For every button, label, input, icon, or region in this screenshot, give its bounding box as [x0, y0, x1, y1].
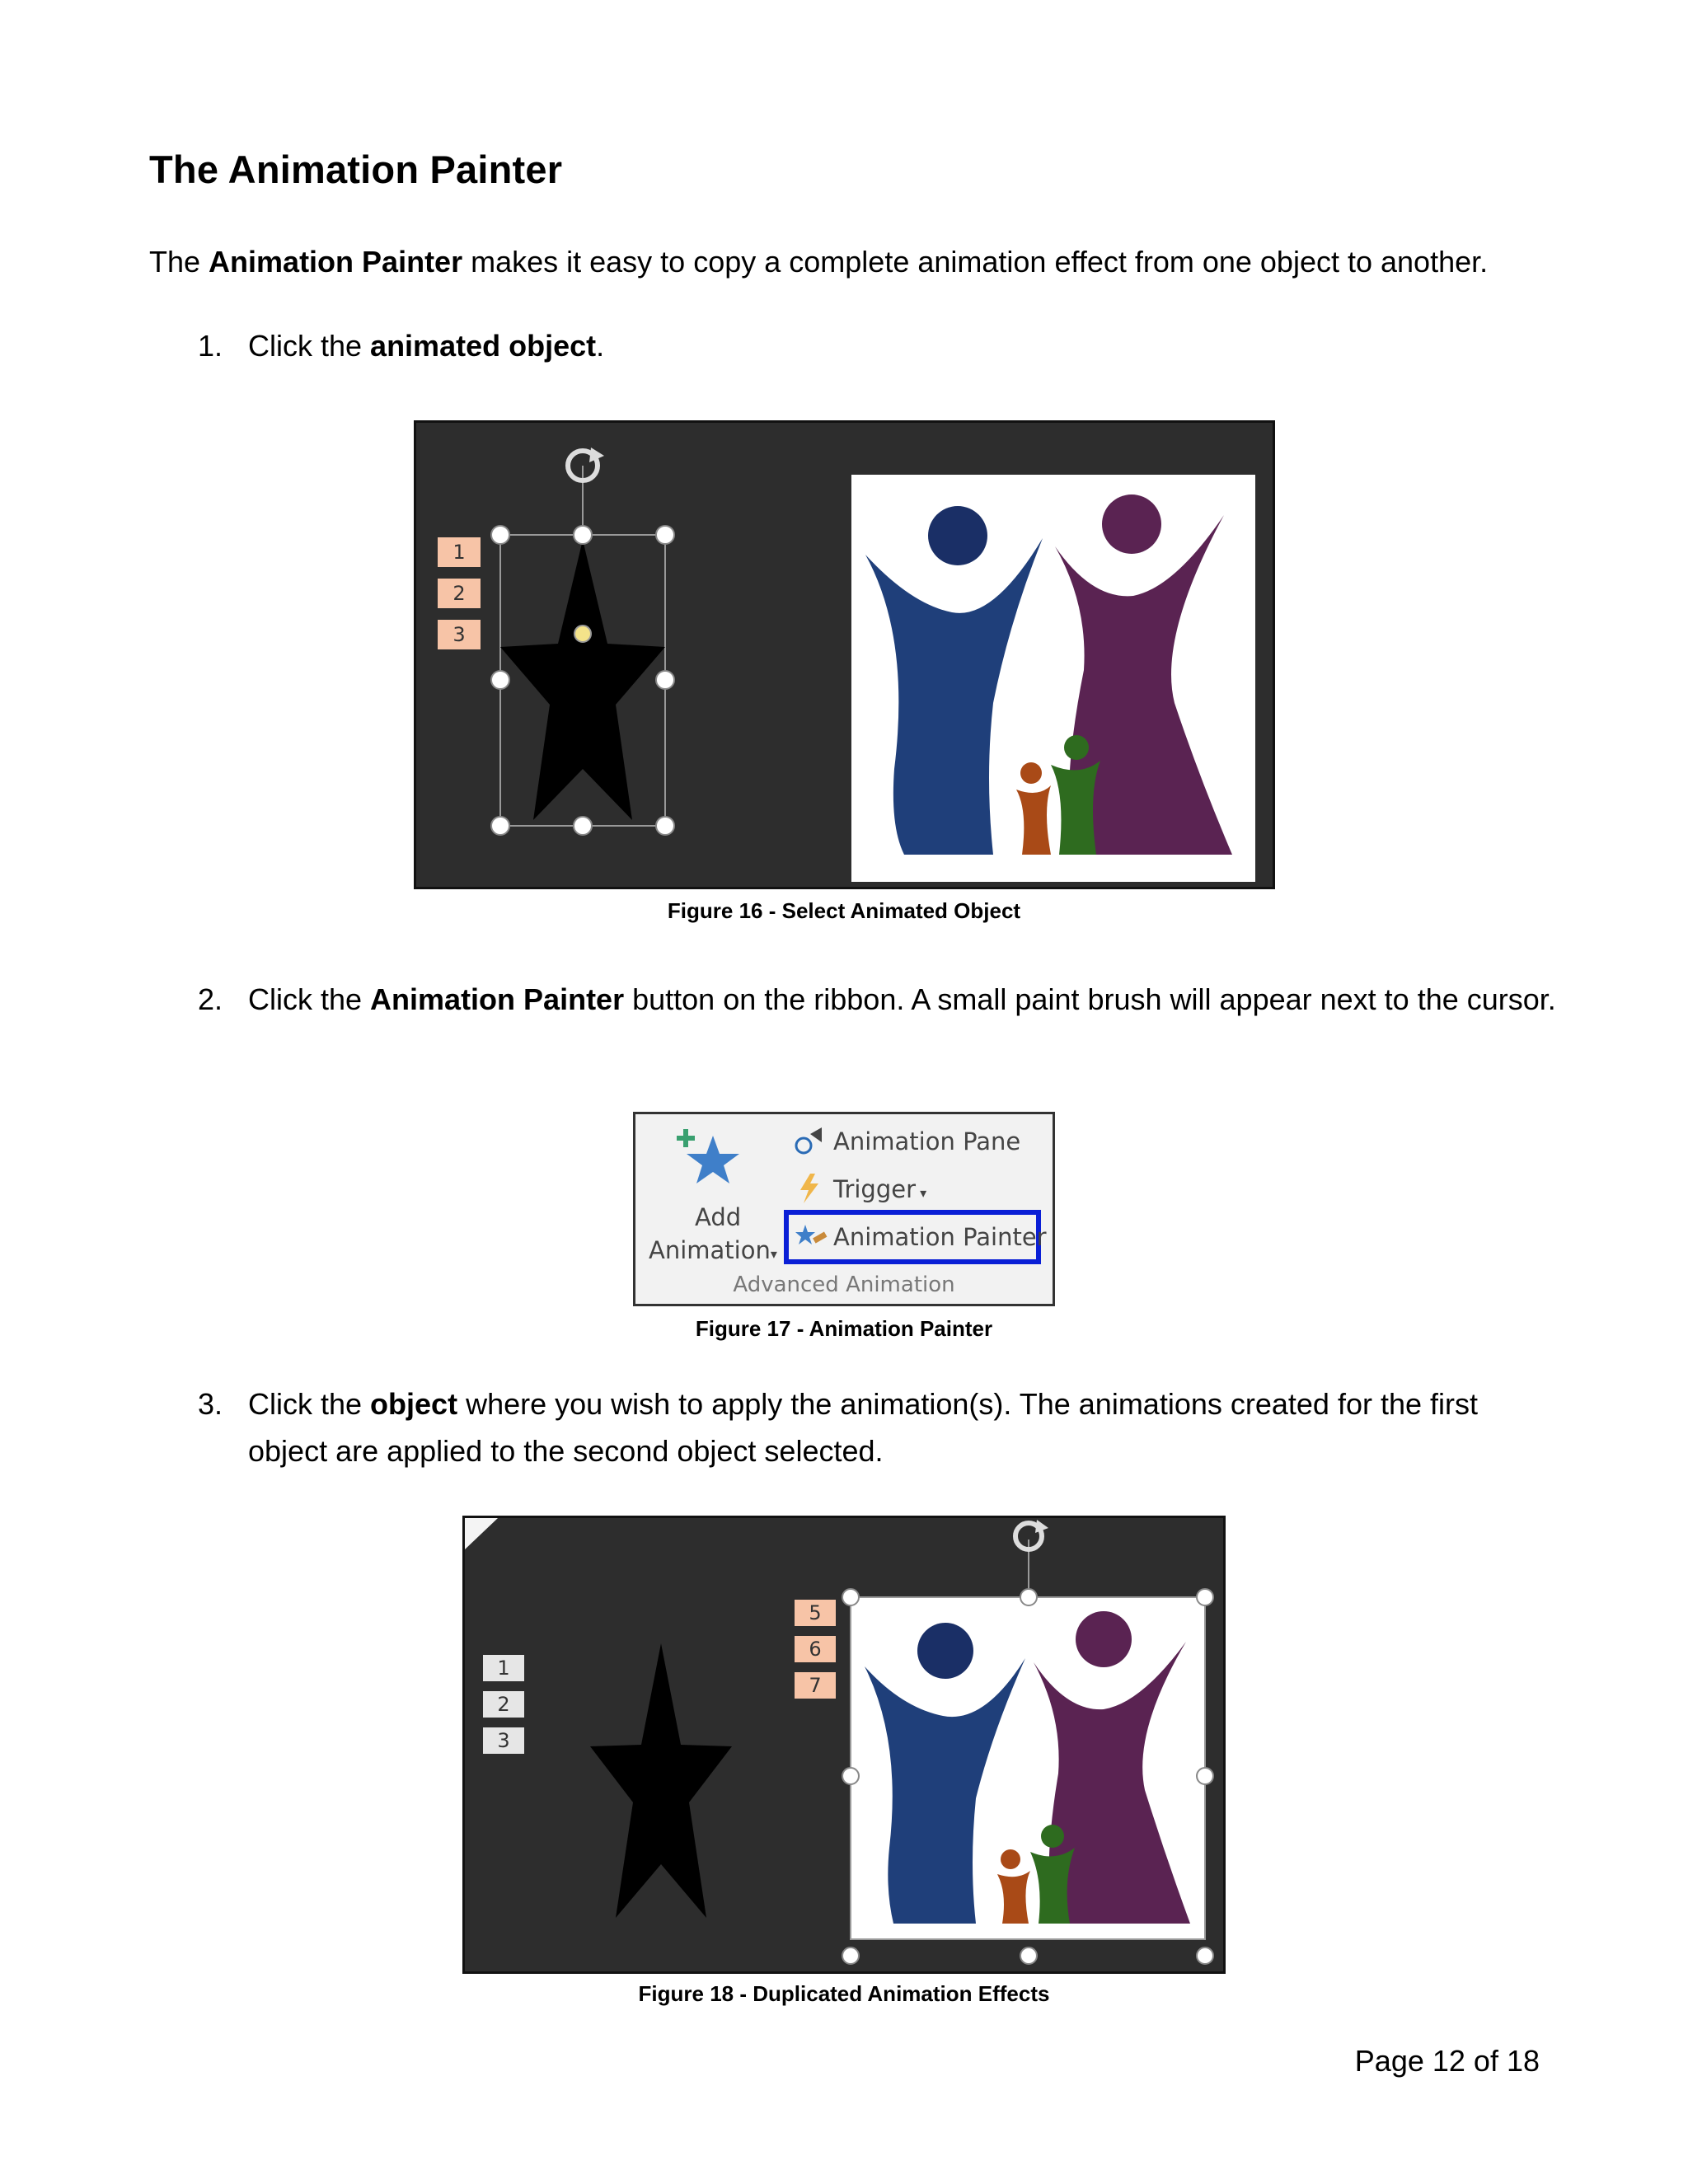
rotate-handle-icon[interactable]	[568, 448, 604, 480]
animation-badge: 7	[795, 1672, 836, 1699]
center-handle	[574, 626, 591, 642]
step-text-bold: animated object	[370, 329, 597, 363]
animation-pane-button[interactable]: Animation Pane	[833, 1127, 1021, 1155]
section-heading: The Animation Painter	[149, 148, 563, 191]
step-text-post: where you wish to apply the animation(s). The animations created for the first object are applied to the second object selected.	[248, 1387, 1479, 1468]
trigger-lightning-icon	[797, 1174, 822, 1203]
family-logo-image	[851, 475, 1255, 882]
intro-text-rest: makes it easy to copy a complete animation effect from one object to another.	[462, 245, 1489, 279]
intro-bold: Animation Painter	[209, 245, 463, 279]
animation-badge: 6	[795, 1636, 836, 1662]
animation-badge: 1	[483, 1655, 524, 1681]
trigger-label: Trigger	[833, 1175, 917, 1203]
figure-16-caption: Figure 16 - Select Animated Object	[667, 898, 1021, 923]
step-number: 3.	[198, 1387, 223, 1421]
dropdown-arrow-icon: ▾	[916, 1185, 927, 1201]
star-shape	[590, 1643, 732, 1918]
step-text-post: .	[596, 329, 605, 363]
animation-badge: 2	[438, 579, 481, 608]
ribbon-group-label: Advanced Animation	[733, 1272, 955, 1297]
page-number: Page 12 of 18	[1354, 2044, 1540, 2078]
intro-paragraph	[149, 241, 1567, 284]
figure-17-caption: Figure 17 - Animation Painter	[695, 1316, 993, 1341]
step-text	[248, 976, 1559, 1023]
figure-16-image	[414, 420, 1275, 889]
animation-painter-button[interactable]: Animation Painter	[833, 1223, 1047, 1251]
add-animation-star-icon[interactable]	[677, 1124, 743, 1190]
corner-marker	[465, 1518, 498, 1549]
step-text	[248, 322, 1559, 369]
animation-badge: 3	[438, 620, 481, 649]
figure-18-art	[465, 1518, 1223, 1971]
animation-badge: 3	[483, 1727, 524, 1754]
star-shape	[500, 540, 665, 820]
family-logo-image	[851, 1597, 1205, 1939]
step-text-bold: object	[370, 1387, 458, 1421]
animation-badge: 2	[483, 1691, 524, 1718]
step-number: 1.	[198, 329, 223, 363]
animation-badge: 5	[795, 1600, 836, 1626]
figure-18-image	[462, 1516, 1226, 1974]
step-text	[248, 1380, 1559, 1474]
add-animation-line1[interactable]: Add	[695, 1203, 742, 1231]
step-text-pre: Click the	[248, 982, 371, 1016]
figure-16-art	[416, 423, 1273, 887]
add-animation-line2[interactable]	[649, 1236, 777, 1264]
trigger-button[interactable]	[833, 1175, 926, 1203]
step-text-post: button on the ribbon. A small paint brush will appear next to the cursor.	[624, 982, 1556, 1016]
intro-text: The	[149, 245, 209, 279]
animation-painter-brush-icon	[795, 1221, 828, 1249]
figure-17-ribbon	[633, 1112, 1055, 1306]
step-text-bold: Animation Painter	[370, 982, 625, 1016]
animation-pane-icon	[794, 1126, 823, 1155]
animation-badge: 1	[438, 537, 481, 567]
step-text-pre: Click the	[248, 1387, 371, 1421]
dropdown-arrow-icon: ▾	[770, 1246, 777, 1262]
step-number: 2.	[198, 982, 223, 1016]
add-animation-label: Animation	[649, 1236, 771, 1264]
rotate-handle-icon[interactable]	[1015, 1520, 1048, 1549]
step-text-pre: Click the	[248, 329, 371, 363]
figure-18-caption: Figure 18 - Duplicated Animation Effects	[638, 1981, 1050, 2006]
